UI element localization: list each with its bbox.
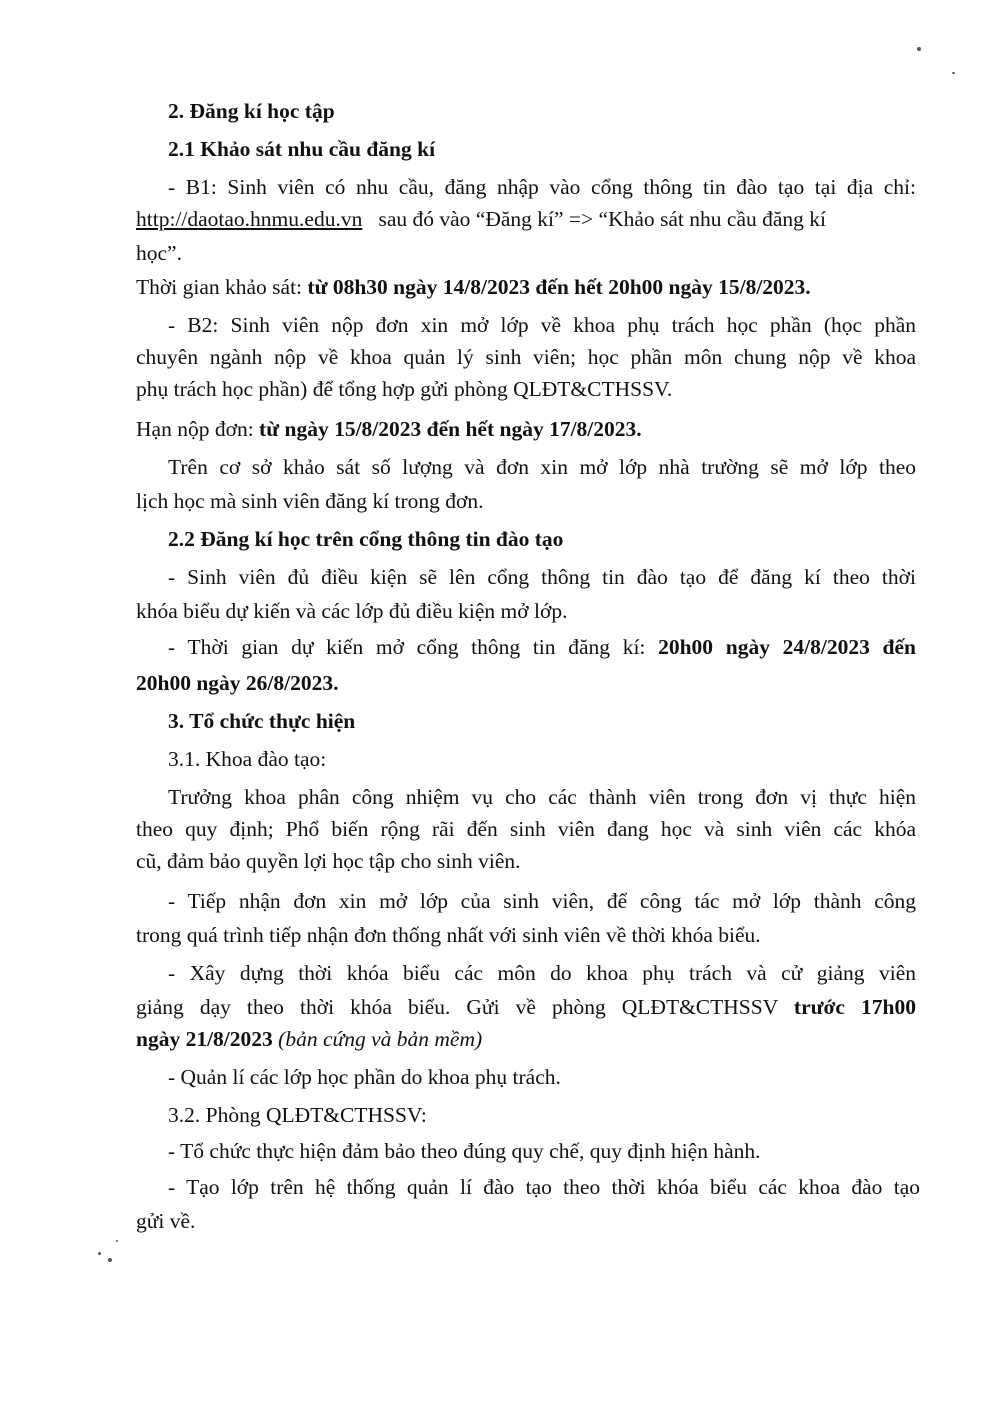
faculty-p3-note: (bản cứng và bản mềm) xyxy=(272,1027,483,1051)
deadline-label: Hạn nộp đơn: xyxy=(136,417,260,441)
deadline-value: từ ngày 15/8/2023 đến hết ngày 17/8/2023. xyxy=(259,417,642,441)
section-3-1-heading: 3.1. Khoa đào tạo: xyxy=(168,747,327,771)
portal-open-time-label: - Thời gian dự kiến mở cổng thông tin đăng kí: xyxy=(168,635,659,659)
scan-speck xyxy=(116,1240,118,1242)
faculty-p2-line-1: - Tiếp nhận đơn xin mở lớp của sinh viên, để công tác mở lớp thành công xyxy=(168,889,916,913)
section-2-heading: 2. Đăng kí học tập xyxy=(168,99,335,123)
b1-paragraph-line-1: - B1: Sinh viên có nhu cầu, đăng nhập vào cổng thông tin đào tạo tại địa chỉ: xyxy=(168,175,916,199)
basis-line-2: lịch học mà sinh viên đăng kí trong đơn. xyxy=(136,489,484,513)
deadline xyxy=(136,414,916,444)
survey-time xyxy=(136,272,916,302)
register-line-2: khóa biểu dự kiến và các lớp đủ điều kiện mở lớp. xyxy=(136,599,568,623)
portal-open-time-line-2: 20h00 ngày 26/8/2023. xyxy=(136,671,339,695)
b2-paragraph-line-2: chuyên ngành nộp về khoa quản lý sinh viên; học phần môn chung nộp về khoa xyxy=(136,345,916,369)
faculty-p4: - Quản lí các lớp học phần do khoa phụ trách. xyxy=(168,1065,561,1089)
faculty-p3-deadline-date: ngày 21/8/2023 xyxy=(136,1027,273,1051)
faculty-p3-line-1: - Xây dựng thời khóa biểu các môn do khoa phụ trách và cử giảng viên xyxy=(168,961,916,985)
survey-time-value: từ 08h30 ngày 14/8/2023 đến hết 20h00 ngày 15/8/2023. xyxy=(307,275,811,299)
portal-open-time-line-1 xyxy=(168,632,916,662)
b2-paragraph-line-1: - B2: Sinh viên nộp đơn xin mở lớp về khoa phụ trách học phần (học phần xyxy=(168,313,916,337)
office-p2-line-1: - Tạo lớp trên hệ thống quản lí đào tạo theo thời khóa biểu các khoa đào tạo xyxy=(168,1175,920,1199)
portal-link[interactable]: http://daotao.hnmu.edu.vn xyxy=(136,207,363,231)
section-3-2-heading: 3.2. Phòng QLĐT&CTHSSV: xyxy=(168,1103,427,1127)
section-3-heading: 3. Tổ chức thực hiện xyxy=(168,709,356,733)
faculty-p3-line-3 xyxy=(136,1024,916,1054)
faculty-p3-deadline-time: trước 17h00 xyxy=(793,995,916,1019)
register-line-1: - Sinh viên đủ điều kiện sẽ lên cổng thông tin đào tạo để đăng kí theo thời xyxy=(168,565,916,589)
basis-line-1: Trên cơ sở khảo sát số lượng và đơn xin mở lớp nhà trường sẽ mở lớp theo xyxy=(168,455,916,479)
office-p2-line-2: gửi về. xyxy=(136,1209,196,1233)
portal-open-time-value-1: 20h00 ngày 24/8/2023 đến xyxy=(658,635,916,659)
b2-paragraph-line-3: phụ trách học phần) để tổng hợp gửi phòng QLĐT&CTHSSV. xyxy=(136,377,673,401)
faculty-p2-line-2: trong quá trình tiếp nhận đơn thống nhất với sinh viên về thời khóa biểu. xyxy=(136,923,761,947)
survey-time-label: Thời gian khảo sát: xyxy=(136,275,308,299)
faculty-p1-line-2: theo quy định; Phổ biến rộng rãi đến sinh viên đang học và sinh viên các khóa xyxy=(136,817,916,841)
section-2-1-heading: 2.1 Khảo sát nhu cầu đăng kí xyxy=(168,137,436,161)
scan-speck xyxy=(108,1258,112,1262)
scan-speck xyxy=(917,47,921,51)
scan-speck xyxy=(98,1252,101,1255)
faculty-p3-line-2 xyxy=(136,992,916,1022)
b1-paragraph-line-3: học”. xyxy=(136,241,182,265)
office-p1: - Tổ chức thực hiện đảm bảo theo đúng quy chế, quy định hiện hành. xyxy=(168,1139,761,1163)
faculty-p3-line-2-text: giảng dạy theo thời khóa biểu. Gửi về phòng QLĐT&CTHSSV xyxy=(136,995,794,1019)
scan-speck xyxy=(952,72,955,74)
b1-paragraph-line-2 xyxy=(136,204,916,234)
b1-line-2-text: sau đó vào “Đăng kí” => “Khảo sát nhu cầu đăng kí xyxy=(378,207,827,231)
faculty-p1-line-3: cũ, đảm bảo quyền lợi học tập cho sinh viên. xyxy=(136,849,521,873)
faculty-p1-line-1: Trưởng khoa phân công nhiệm vụ cho các thành viên trong đơn vị thực hiện xyxy=(168,785,916,809)
section-2-2-heading: 2.2 Đăng kí học trên cổng thông tin đào tạo xyxy=(168,527,564,551)
